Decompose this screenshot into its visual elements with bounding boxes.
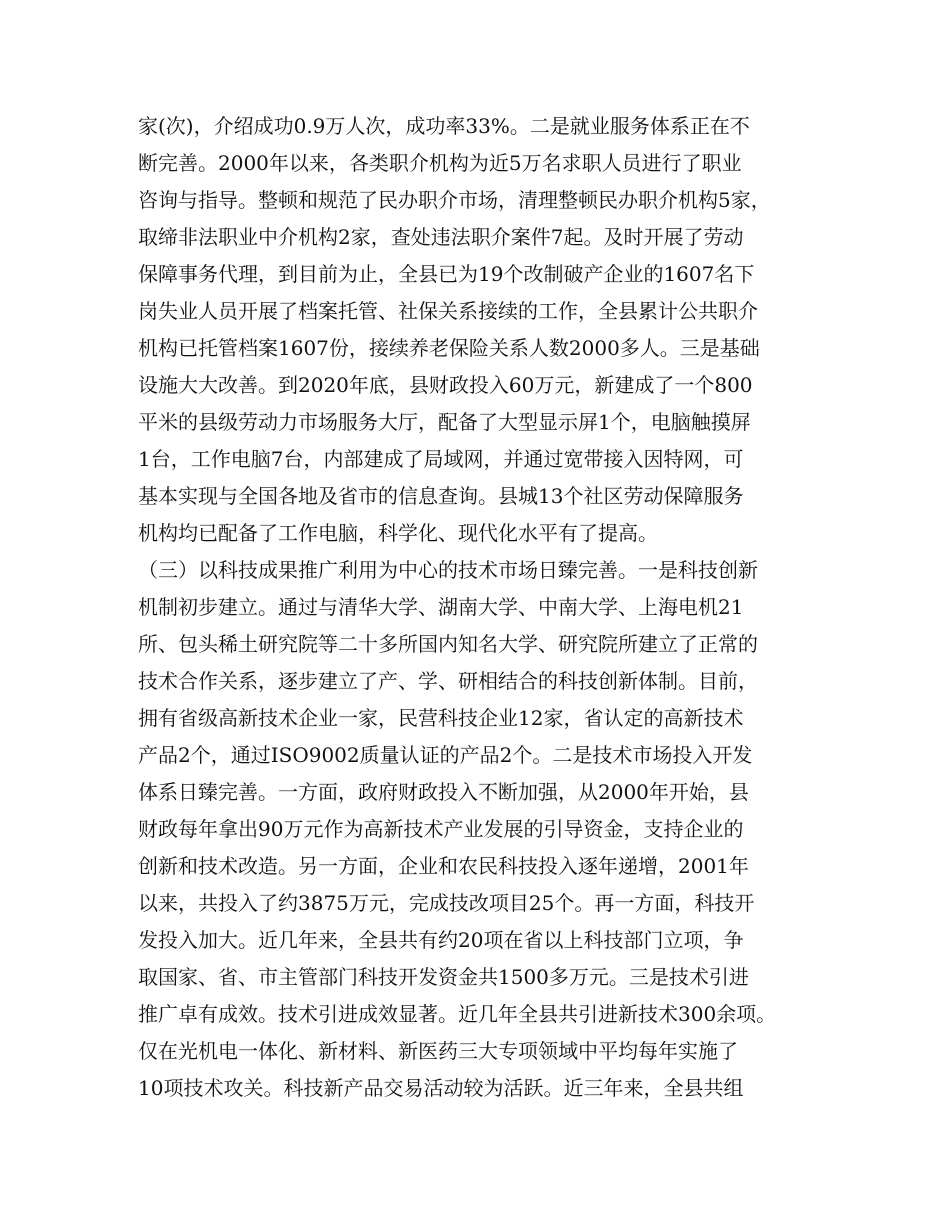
text-line: 仅在光机电一体化、新材料、新医药三大专项领域中平均每年实施了 — [138, 1039, 738, 1063]
section-heading-line: （三）以科技成果推广利用为中心的技术市场日臻完善。一是科技创新 — [138, 558, 758, 582]
text-line: 设施大大改善。到2020年底，县财政投入60万元，新建成了一个800 — [138, 373, 753, 397]
text-line: 断完善。2000年以来，各类职介机构为近5万名求职人员进行了职业 — [138, 151, 742, 175]
text-line: 家(次)，介绍成功0.9万人次，成功率33%。二是就业服务体系正在不 — [138, 114, 750, 138]
text-line: 以来，共投入了约3875万元，完成技改项目25个。再一方面，科技开 — [138, 891, 755, 915]
text-line: 体系日臻完善。一方面，政府财政投入不断加强，从2000年开始，县 — [138, 780, 749, 804]
text-line: 拥有省级高新技术企业一家，民营科技企业12家，省认定的高新技术 — [138, 706, 744, 730]
text-line: 技术合作关系，逐步建立了产、学、研相结合的科技创新体制。目前， — [138, 669, 758, 693]
text-line: 创新和技术改造。另一方面，企业和农民科技投入逐年递增，2001年 — [138, 854, 749, 878]
text-line: 机构已托管档案1607份，接续养老保险关系人数2000多人。三是基础 — [138, 336, 760, 360]
text-line: 岗失业人员开展了档案托管、社保关系接续的工作，全县累计公共职介 — [138, 299, 758, 323]
text-line: 发投入加大。近几年来，全县共有约20项在省以上科技部门立项，争 — [138, 928, 744, 952]
text-line: 取缔非法职业中介机构2家，查处违法职介案件7起。及时开展了劳动 — [138, 225, 744, 249]
text-line: 平米的县级劳动力市场服务大厅，配备了大型显示屏1个，电脑触摸屏 — [138, 410, 751, 434]
text-line: 咨询与指导。整顿和规范了民办职介市场，清理整顿民办职介机构5家， — [138, 188, 771, 212]
body-text — [138, 108, 828, 1107]
text-line: 10项技术攻关。科技新产品交易活动较为活跃。近三年来，全县共组 — [138, 1076, 744, 1100]
text-line: 取国家、省、市主管部门科技开发资金共1500多万元。三是技术引进 — [138, 965, 749, 989]
text-line: 推广卓有成效。技术引进成效显著。近几年全县共引进新技术300余项。 — [138, 1002, 777, 1026]
text-line: 产品2个，通过ISO9002质量认证的产品2个。二是技术市场投入开发 — [138, 743, 753, 767]
text-line: 1台，工作电脑7台，内部建成了局域网，并通过宽带接入因特网，可 — [138, 447, 744, 471]
text-line: 机制初步建立。通过与清华大学、湖南大学、中南大学、上海电机21 — [138, 595, 744, 619]
text-line: 所、包头稀土研究院等二十多所国内知名大学、研究院所建立了正常的 — [138, 632, 758, 656]
text-line: 保障事务代理，到目前为止，全县已为19个改制破产企业的1607名下 — [138, 262, 755, 286]
text-line: 基本实现与全国各地及省市的信息查询。县城13个社区劳动保障服务 — [138, 484, 744, 508]
text-line: 财政每年拿出90万元作为高新技术产业发展的引导资金，支持企业的 — [138, 817, 744, 841]
text-line: 机构均已配备了工作电脑，科学化、现代化水平有了提高。 — [138, 521, 658, 545]
